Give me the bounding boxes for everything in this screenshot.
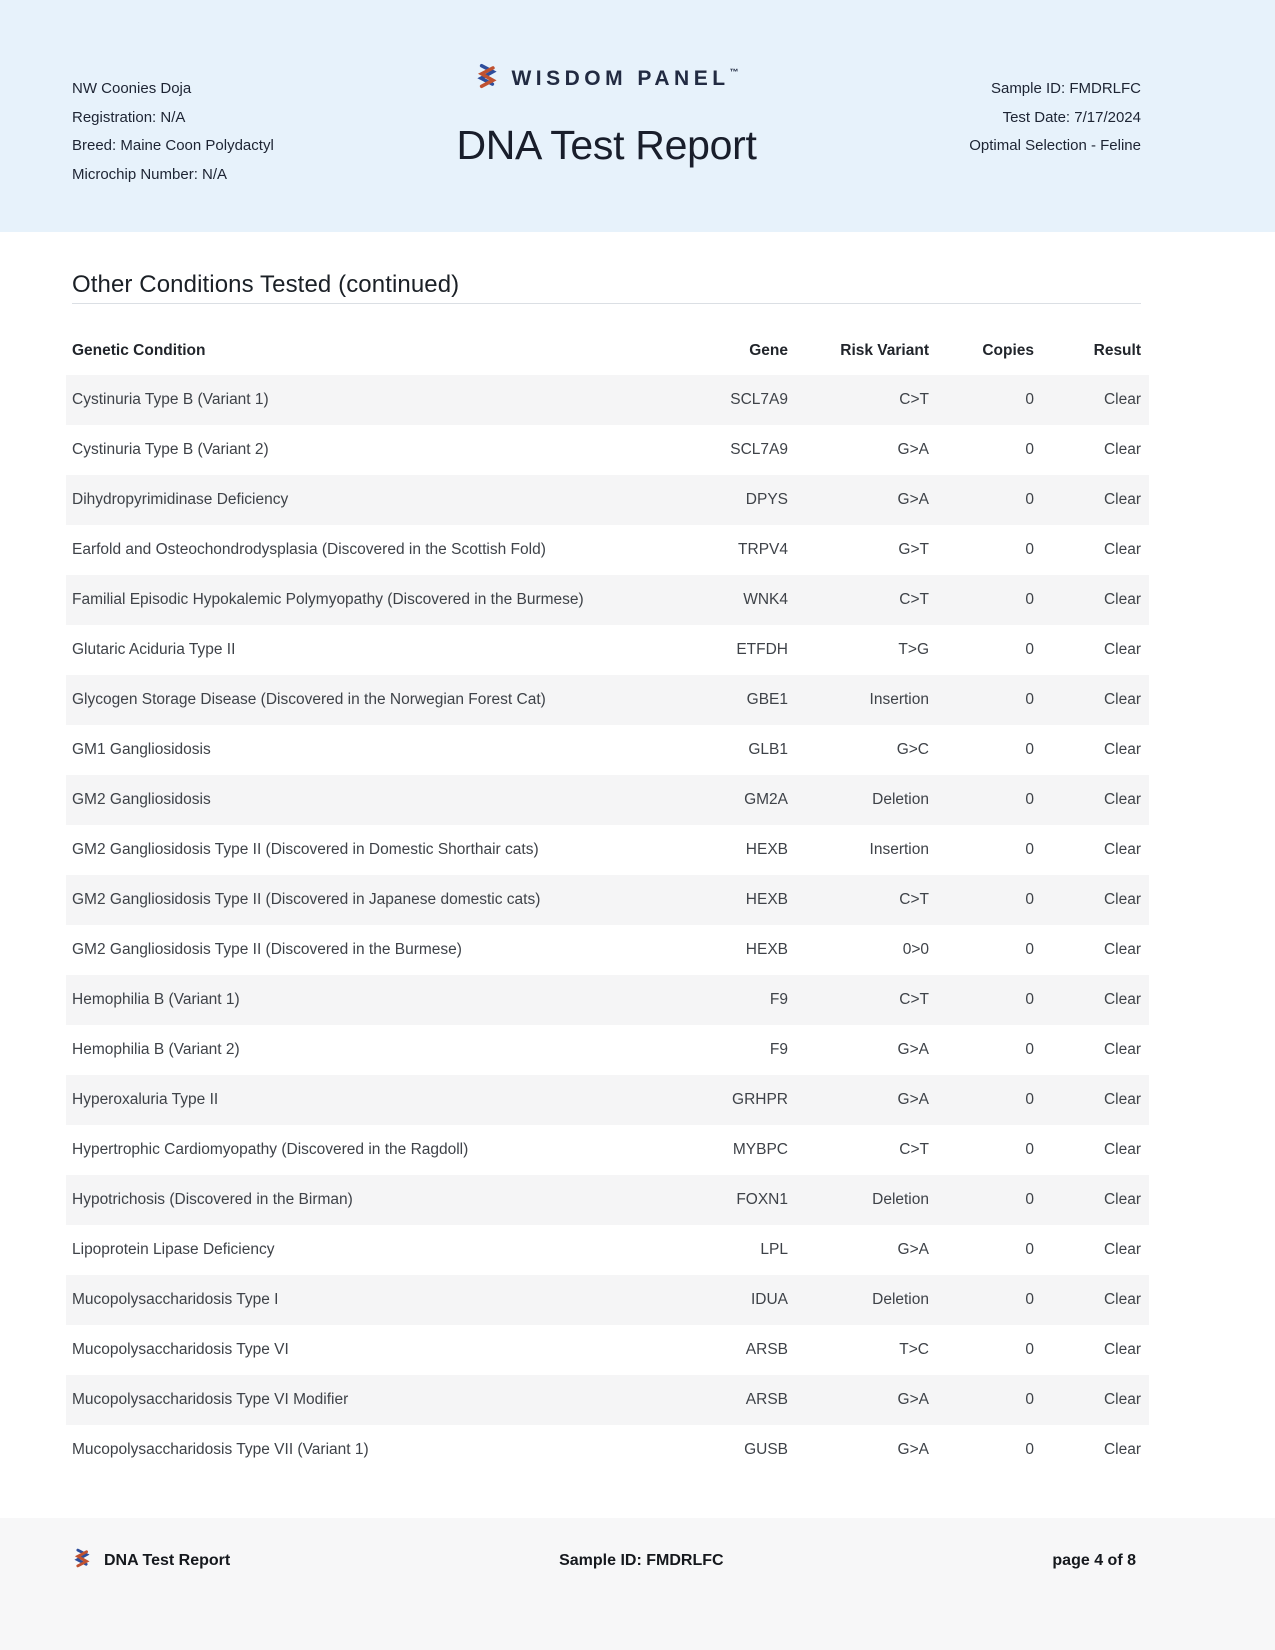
table-row <box>66 775 1149 825</box>
condition-cell: Familial Episodic Hypokalemic Polymyopathy (Discovered in the Burmese) <box>72 591 584 608</box>
risk-variant-cell: 0>0 <box>902 941 929 958</box>
gene-cell: ARSB <box>745 1391 788 1408</box>
dna-helix-icon <box>72 1548 92 1573</box>
gene-cell: TRPV4 <box>738 541 788 558</box>
brand-wordmark: WISDOM PANEL™ <box>511 66 739 90</box>
footer-title: DNA Test Report <box>104 1551 231 1569</box>
gene-cell: LPL <box>760 1241 788 1258</box>
condition-cell: GM2 Gangliosidosis <box>72 791 211 808</box>
table-row <box>66 1025 1149 1075</box>
result-cell: Clear <box>1103 1091 1141 1108</box>
condition-cell: Glutaric Aciduria Type II <box>72 641 236 658</box>
table-row <box>66 1225 1149 1275</box>
result-cell: Clear <box>1103 441 1141 458</box>
condition-cell: Lipoprotein Lipase Deficiency <box>72 1241 275 1258</box>
risk-variant-cell: G>A <box>897 1391 929 1408</box>
copies-cell: 0 <box>1025 1241 1034 1258</box>
gene-cell: GLB1 <box>748 741 788 758</box>
copies-cell: 0 <box>1025 691 1034 708</box>
table-row <box>66 825 1149 875</box>
risk-variant-cell: G>C <box>896 741 929 758</box>
condition-cell: GM2 Gangliosidosis Type II (Discovered in the Burmese) <box>72 941 462 958</box>
risk-variant-cell: G>A <box>897 1041 929 1058</box>
table-header-row <box>66 330 1149 372</box>
pet-registration: Registration: N/A <box>72 108 186 126</box>
gene-cell: SCL7A9 <box>730 441 788 458</box>
gene-cell: IDUA <box>750 1291 788 1308</box>
risk-variant-cell: C>T <box>899 891 929 908</box>
copies-cell: 0 <box>1025 1291 1034 1308</box>
result-cell: Clear <box>1103 491 1141 508</box>
condition-cell: Glycogen Storage Disease (Discovered in the Norwegian Forest Cat) <box>72 691 546 708</box>
result-cell: Clear <box>1103 1291 1141 1308</box>
column-header-copies: Copies <box>982 342 1034 359</box>
table-row <box>66 1325 1149 1375</box>
copies-cell: 0 <box>1025 641 1034 658</box>
gene-cell: F9 <box>769 991 788 1008</box>
result-cell: Clear <box>1103 391 1141 408</box>
gene-cell: GRHPR <box>732 1091 788 1108</box>
copies-cell: 0 <box>1025 841 1034 858</box>
table-row <box>66 975 1149 1025</box>
gene-cell: MYBPC <box>732 1141 788 1158</box>
table-row <box>66 375 1149 425</box>
risk-variant-cell: G>A <box>897 1441 929 1458</box>
copies-cell: 0 <box>1025 1091 1034 1108</box>
risk-variant-cell: C>T <box>899 1141 929 1158</box>
risk-variant-cell: Insertion <box>869 841 929 858</box>
risk-variant-cell: Deletion <box>872 1291 929 1308</box>
gene-cell: GBE1 <box>746 691 788 708</box>
copies-cell: 0 <box>1025 1391 1034 1408</box>
condition-cell: GM2 Gangliosidosis Type II (Discovered in Domestic Shorthair cats) <box>72 841 539 858</box>
result-cell: Clear <box>1103 991 1141 1008</box>
column-header-result: Result <box>1093 342 1141 359</box>
report-title: DNA Test Report <box>456 122 757 168</box>
risk-variant-cell: Insertion <box>869 691 929 708</box>
risk-variant-cell: G>A <box>897 1091 929 1108</box>
condition-cell: Mucopolysaccharidosis Type I <box>72 1291 279 1308</box>
result-cell: Clear <box>1103 1391 1141 1408</box>
result-cell: Clear <box>1103 841 1141 858</box>
gene-cell: FOXN1 <box>736 1191 788 1208</box>
copies-cell: 0 <box>1025 591 1034 608</box>
risk-variant-cell: G>A <box>897 441 929 458</box>
condition-cell: Hemophilia B (Variant 2) <box>72 1041 240 1058</box>
condition-cell: Cystinuria Type B (Variant 2) <box>72 441 269 458</box>
result-cell: Clear <box>1103 791 1141 808</box>
gene-cell: HEXB <box>745 941 788 958</box>
table-row <box>66 575 1149 625</box>
gene-cell: DPYS <box>745 491 788 508</box>
table-row <box>66 1175 1149 1225</box>
risk-variant-cell: G>A <box>897 491 929 508</box>
condition-cell: Cystinuria Type B (Variant 1) <box>72 391 269 408</box>
column-header-gene: Gene <box>749 342 788 359</box>
condition-cell: GM1 Gangliosidosis <box>72 741 211 758</box>
copies-cell: 0 <box>1025 991 1034 1008</box>
gene-cell: SCL7A9 <box>730 391 788 408</box>
copies-cell: 0 <box>1025 791 1034 808</box>
table-row <box>66 425 1149 475</box>
table-row <box>66 1075 1149 1125</box>
gene-cell: F9 <box>769 1041 788 1058</box>
result-cell: Clear <box>1103 1141 1141 1158</box>
table-body <box>66 375 1149 1475</box>
table-row <box>66 1375 1149 1425</box>
gene-cell: HEXB <box>745 841 788 858</box>
copies-cell: 0 <box>1025 1141 1034 1158</box>
table-row <box>66 875 1149 925</box>
condition-cell: GM2 Gangliosidosis Type II (Discovered in Japanese domestic cats) <box>72 891 541 908</box>
table-row <box>66 625 1149 675</box>
result-cell: Clear <box>1103 1241 1141 1258</box>
copies-cell: 0 <box>1025 1341 1034 1358</box>
condition-cell: Dihydropyrimidinase Deficiency <box>72 491 289 508</box>
copies-cell: 0 <box>1025 1441 1034 1458</box>
footer-brand <box>72 1548 230 1573</box>
risk-variant-cell: T>C <box>899 1341 929 1358</box>
footer-sample-id: Sample ID: FMDRLFC <box>559 1551 724 1569</box>
pet-microchip: Microchip Number: N/A <box>72 165 228 183</box>
result-cell: Clear <box>1103 1191 1141 1208</box>
gene-cell: HEXB <box>745 891 788 908</box>
condition-cell: Hyperoxaluria Type II <box>72 1091 219 1108</box>
table-row <box>66 925 1149 975</box>
result-cell: Clear <box>1103 741 1141 758</box>
copies-cell: 0 <box>1025 391 1034 408</box>
sample-id: Sample ID: FMDRLFC <box>990 80 1141 97</box>
table-row <box>66 675 1149 725</box>
copies-cell: 0 <box>1025 1041 1034 1058</box>
condition-cell: Hypotrichosis (Discovered in the Birman) <box>72 1191 353 1208</box>
result-cell: Clear <box>1103 1341 1141 1358</box>
sample-info-block <box>969 75 1141 161</box>
risk-variant-cell: Deletion <box>872 1191 929 1208</box>
risk-variant-cell: C>T <box>899 591 929 608</box>
footer-page-number: page 4 of 8 <box>1052 1551 1136 1569</box>
copies-cell: 0 <box>1025 941 1034 958</box>
gene-cell: WNK4 <box>743 591 788 608</box>
copies-cell: 0 <box>1025 1191 1034 1208</box>
condition-cell: Mucopolysaccharidosis Type VI <box>72 1341 289 1358</box>
risk-variant-cell: C>T <box>899 391 929 408</box>
copies-cell: 0 <box>1025 891 1034 908</box>
copies-cell: 0 <box>1025 491 1034 508</box>
condition-cell: Hemophilia B (Variant 1) <box>72 991 240 1008</box>
gene-cell: GUSB <box>744 1441 788 1458</box>
table-row <box>66 1425 1149 1475</box>
result-cell: Clear <box>1103 1441 1141 1458</box>
risk-variant-cell: C>T <box>899 991 929 1008</box>
table-row <box>66 475 1149 525</box>
section-divider <box>72 303 1141 304</box>
risk-variant-cell: G>T <box>898 541 929 558</box>
column-header-risk-variant: Risk Variant <box>840 342 929 359</box>
result-cell: Clear <box>1103 941 1141 958</box>
result-cell: Clear <box>1103 591 1141 608</box>
gene-cell: ETFDH <box>736 641 788 658</box>
table-row <box>66 725 1149 775</box>
condition-cell: Mucopolysaccharidosis Type VII (Variant 1) <box>72 1441 369 1458</box>
section-title: Other Conditions Tested (continued) <box>72 271 460 298</box>
condition-cell: Earfold and Osteochondrodysplasia (Discovered in the Scottish Fold) <box>72 541 546 558</box>
dna-helix-icon <box>474 63 500 94</box>
risk-variant-cell: T>G <box>898 641 929 658</box>
condition-cell: Mucopolysaccharidosis Type VI Modifier <box>72 1391 349 1408</box>
product-name: Optimal Selection - Feline <box>969 137 1141 154</box>
table-row <box>66 1125 1149 1175</box>
gene-cell: ARSB <box>745 1341 788 1358</box>
result-cell: Clear <box>1103 641 1141 658</box>
copies-cell: 0 <box>1025 541 1034 558</box>
table-row <box>66 1275 1149 1325</box>
pet-name: NW Coonies Doja <box>72 80 192 97</box>
copies-cell: 0 <box>1025 741 1034 758</box>
pet-breed: Breed: Maine Coon Polydactyl <box>72 137 274 154</box>
result-cell: Clear <box>1103 691 1141 708</box>
footer-content <box>72 1548 1136 1573</box>
copies-cell: 0 <box>1025 441 1034 458</box>
result-cell: Clear <box>1103 891 1141 908</box>
table-row <box>66 525 1149 575</box>
report-footer <box>0 1518 1275 1650</box>
gene-cell: GM2A <box>744 791 788 808</box>
result-cell: Clear <box>1103 541 1141 558</box>
test-date: Test Date: 7/17/2024 <box>1002 108 1141 126</box>
trademark-symbol: ™ <box>729 66 739 77</box>
risk-variant-cell: Deletion <box>872 791 929 808</box>
column-header-genetic-condition: Genetic Condition <box>72 342 206 359</box>
condition-cell: Hypertrophic Cardiomyopathy (Discovered in the Ragdoll) <box>72 1141 469 1158</box>
risk-variant-cell: G>A <box>897 1241 929 1258</box>
result-cell: Clear <box>1103 1041 1141 1058</box>
report-header <box>0 0 1275 232</box>
